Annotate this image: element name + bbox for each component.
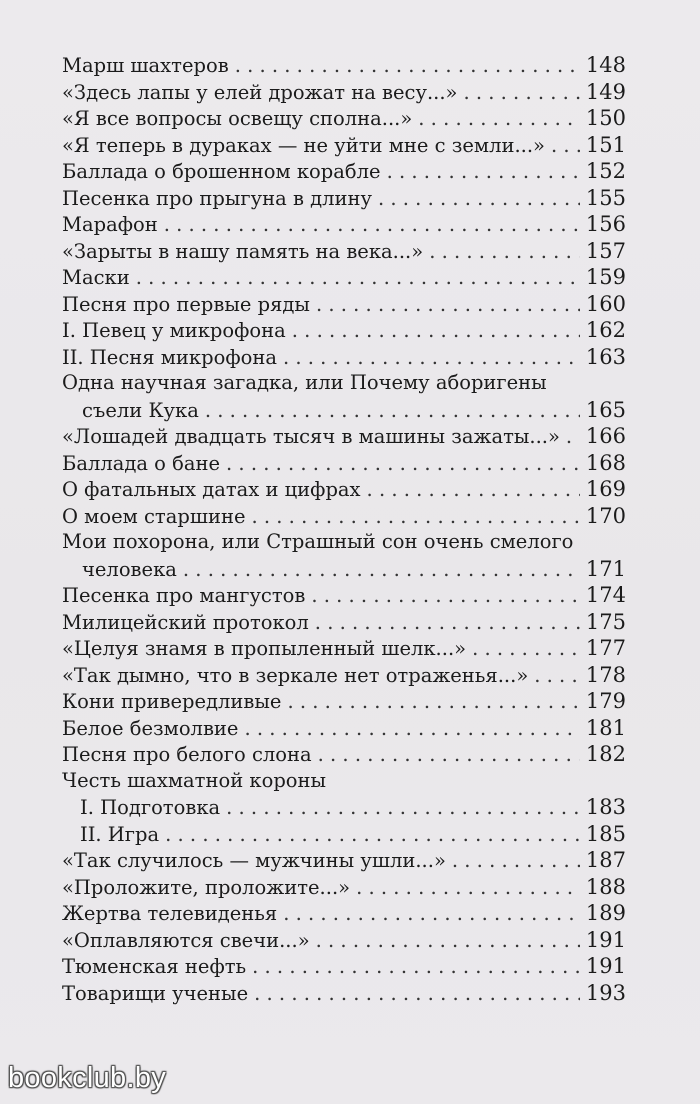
toc-entry-title: I. Певец у микрофона [62,319,286,342]
toc-page-number: 160 [585,291,626,316]
toc-page-number: 155 [585,185,626,210]
dot-leader [315,610,580,637]
dot-leader [566,424,580,451]
toc-entry [62,291,626,318]
toc-entry-title: «Проложите, проложите...» [62,875,351,899]
toc-page-number: 187 [585,848,626,872]
dot-leader [378,186,580,213]
toc-entry-title: Баллада о бане [62,451,221,475]
dot-leader [318,742,580,769]
toc-entry [62,847,626,874]
dot-leader [418,106,580,133]
toc-page-number: 152 [585,159,626,183]
toc-page-number: 174 [585,583,626,607]
toc-page-number: 191 [585,927,626,952]
dot-leader [311,583,580,610]
toc-entry-title: Честь шахматной короны [62,768,327,792]
toc-entry-title: Баллада о брошенном корабле [62,160,381,183]
toc-entry-title: Жертва телевиденья [62,902,278,925]
toc-entry [62,344,626,371]
toc-page-number: 188 [585,874,626,899]
toc-entry [62,105,626,132]
toc-entry [62,185,626,212]
toc-entry [62,450,626,477]
toc-entry-title: Маски [62,266,130,289]
dot-leader [429,239,580,266]
dot-leader [164,212,580,239]
toc-page-number: 178 [585,662,626,687]
toc-entry [62,582,626,609]
toc-entry-title: «Оплавляются свечи...» [62,928,310,952]
toc-entry-title: Песня про первые ряды [62,292,310,316]
toc-entry-title-line: Одна научная загадка, или Почему аборигены [62,371,547,394]
toc-entry-title: I. Подготовка [80,796,221,819]
toc-entry-title: «Здесь лапы у елей дрожат на весу...» [62,80,458,104]
toc-page-number: 168 [585,450,626,475]
toc-entry-title: «Так случилось — мужчины ушли...» [62,849,446,872]
dot-leader [254,981,580,1008]
dot-leader [165,822,580,849]
dot-leader [244,716,579,743]
dot-leader [316,292,580,319]
toc-entry [62,79,626,106]
dot-leader [472,636,580,663]
toc-entry [62,397,626,424]
toc-entry-title: «Целуя знамя в пропыленный шелк...» [62,637,467,660]
toc-entry [62,158,626,185]
dot-leader [367,477,580,504]
toc-entry [62,927,626,954]
toc-entry-title: Милицейский протокол [62,610,309,634]
dot-leader [356,875,580,902]
toc-entry [62,52,626,79]
toc-entry [62,211,626,238]
toc-entry-title: «Зарыты в нашу память на века...» [62,239,424,263]
toc-entry [62,317,626,344]
toc-entry [62,688,626,715]
toc-entry [62,423,626,450]
toc-entry-title: человека [82,557,177,581]
toc-entry-title: «Я теперь в дураках — не уйти мне с земли...» [62,133,545,157]
toc-entry-title: Песенка про прыгуна в длину [62,186,372,210]
toc-page-number: 193 [585,980,626,1005]
toc-entry-title: «Лошадей двадцать тысяч в машины зажаты...» [62,425,560,448]
toc-page-number: 175 [585,609,626,634]
toc-entry-title: Кони привередливые [62,690,282,713]
toc-entry-title: съели Кука [82,398,199,422]
toc-entry-title-line: Мои похорона, или Страшный сон очень смелого [62,530,574,553]
dot-leader [226,451,580,478]
toc-entry [62,476,626,503]
toc-page-number: 179 [585,689,626,713]
toc-page-number: 162 [585,318,626,342]
toc-entry [62,768,626,795]
toc-page-number: 159 [585,265,626,289]
toc-page-number: 191 [585,954,626,978]
toc-page-number: 182 [585,742,626,766]
dot-leader [283,901,580,928]
toc-entry [62,874,626,901]
toc-entry-title: «Так дымно, что в зеркале нет отраженья...» [62,663,529,687]
toc-page-number: 151 [585,132,626,157]
toc-entry [62,715,626,742]
dot-leader [316,928,580,955]
toc-entry-title: О моем старшине [62,504,246,528]
toc-entry-title: Песня про белого слона [62,743,312,766]
toc-entry [62,609,626,636]
toc-entry [62,741,626,768]
dot-leader [252,954,580,981]
toc-entry-title: «Я все вопросы освещу сполна...» [62,107,413,130]
toc-page-number: 166 [585,424,626,448]
toc-entry-title: Марш шахтеров [62,54,229,77]
toc-entry [62,953,626,980]
toc-entry-title: II. Игра [80,822,160,846]
watermark-logo: bookclub.by [8,1062,167,1094]
toc-entry-title: II. Песня микрофона [62,345,277,369]
toc-page-number: 148 [585,53,626,77]
toc-entry [62,503,626,530]
toc-entry [62,132,626,159]
toc-page-number: 185 [585,821,626,846]
dot-leader [551,133,580,160]
dot-leader [283,345,580,372]
dot-leader [251,504,579,531]
toc-entry [62,264,626,291]
toc-entry [62,238,626,265]
toc-entry-title: Тюменская нефть [62,955,247,978]
toc-page-number: 156 [585,212,626,236]
toc-page-number: 189 [585,901,626,925]
toc-entry [62,821,626,848]
toc-entry-title: Товарищи ученые [62,981,249,1005]
dot-leader [287,689,579,716]
dot-leader [463,80,579,107]
dot-leader [452,848,580,875]
dot-leader [292,318,580,345]
toc-page-number: 165 [585,397,626,422]
toc-entry-title: Марафон [62,213,158,236]
toc-page-number: 150 [585,106,626,130]
toc-entry-title: Белое безмолвие [62,716,239,740]
dot-leader [183,557,580,584]
dot-leader [235,53,580,80]
dot-leader [205,398,580,425]
toc-page-number: 149 [585,79,626,104]
toc-page-number: 170 [585,503,626,528]
table-of-contents [62,52,626,1006]
toc-page-number: 177 [585,636,626,660]
toc-page-number: 171 [585,556,626,581]
toc-page-number: 163 [585,344,626,369]
dot-leader [387,159,580,186]
toc-entry-title: Песенка про мангустов [62,584,306,607]
toc-entry [62,556,626,583]
toc-entry [62,635,626,662]
toc-entry [62,900,626,927]
toc-entry [62,980,626,1007]
toc-entry [62,794,626,821]
toc-page-number: 183 [585,795,626,819]
toc-page-number: 157 [585,238,626,263]
toc-entry-title: О фатальных датах и цифрах [62,478,361,501]
toc-entry [62,662,626,689]
dot-leader [136,265,580,292]
dot-leader [534,663,580,690]
toc-page-number: 169 [585,477,626,501]
toc-page-number: 181 [585,715,626,740]
dot-leader [226,795,580,822]
